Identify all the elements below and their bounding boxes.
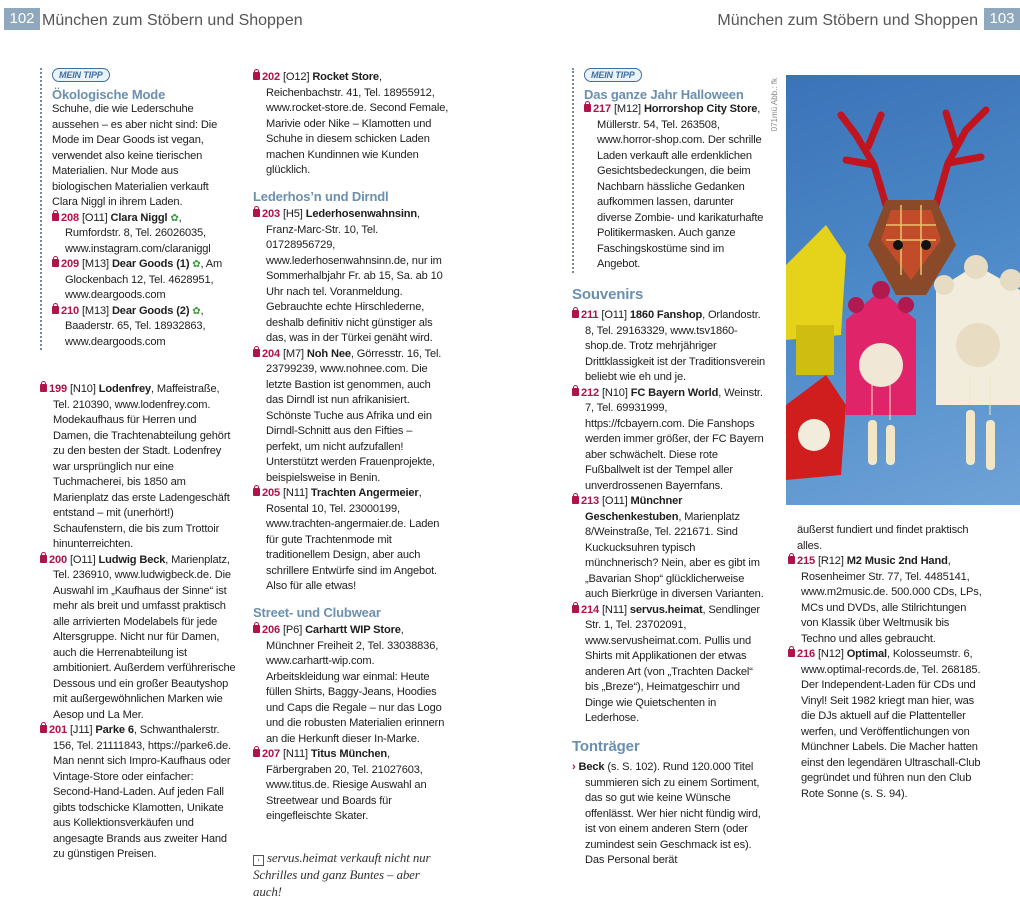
shop-details: , Schwanthalerstr. 156, Tel. 21111843, https://parke6.de. Man nennt sich Impro-Kaufhaus oder Vintage-Store oder einfacher: Second-Hand-Laden. Auf jeden Fall gibts todschicke Klamotten, Unikate aus Kollektionsverkäufen und angesagte Brands aus zweiter Hand zu günstigen Preisen. (53, 724, 231, 860)
shop-name: Trachten Angermeier (310, 487, 419, 499)
page-number: 103 (984, 8, 1020, 30)
shop-name: Titus München (310, 748, 387, 760)
shop-entry-213 (572, 494, 768, 603)
entry-number: 210 (61, 304, 80, 317)
entry-number: 200 (49, 553, 68, 566)
shop-entry-209 (52, 257, 236, 304)
map-ref: [O11] (599, 495, 631, 507)
shop-name: Münchner Geschenkestuben (585, 495, 683, 523)
shop-details: (s. S. 102). Rund 120.000 Titel summieren sich zu einem Sortiment, das so gut wie keine Wünsche offenlässt. Wer hier nicht fündig wird, ist von einem anderen Stern (oder zumindest sein Geschmack ist es). Das Personal berät (585, 761, 761, 866)
shop-details: , Rosental 10, Tel. 23000199, www.trachten-angermaier.de. Laden für gute Trachtenmode mit traditionellem Design, aber auch schrillere Entwürfe sind im Angebot. Also für alle etwas! (266, 487, 440, 592)
shop-entry-214 (572, 603, 768, 727)
shop-name: Optimal (846, 648, 887, 660)
mein-tipp-badge: MEIN TIPP (52, 68, 110, 82)
quote-icon: › (253, 855, 264, 866)
shop-details: , Orlandostr. 8, Tel. 29163329, www.tsv1860-shop.de. Trotz mehrjähriger Drittklassigkeit ist der Traditionsverein beliebt wie eh und je. (585, 309, 766, 383)
shop-details: , Färbergraben 20, Tel. 21027603, www.titus.de. Riesige Auswahl an Streetwear und Boards für eingefleischte Skater. (266, 748, 427, 822)
entry-number: 208 (61, 211, 80, 224)
shop-name: FC Bayern World (630, 386, 719, 399)
shop-entry-217 (584, 102, 768, 273)
shop-entry-203 (253, 207, 449, 347)
right-page-header (510, 0, 1020, 36)
shop-entry-199 (40, 382, 236, 553)
shop-details: , Sendlinger Str. 1, Tel. 23702091, www.servusheimat.com. Pullis und Shirts mit Applikationen der etwas anderen Art (von „Trachten Dackel“ bis „Breze“), Heimatgeschirr und Dinge wie Quietschenten in Lederhose. (585, 603, 760, 724)
shop-details: , Weinstr. 7, Tel. 69931999, https://fcbayern.com. Die Fanshops werden immer größer, der FC Bayern aber schwächelt. Diese rote Fußballwelt ist der Tempel aller unverdrossenen Bayernfans. (585, 386, 764, 492)
map-ref: [O11] (67, 553, 99, 566)
shop-details: , Franz-Marc-Str. 10, Tel. 01728956729, www.lederhosenwahnsinn.de, nur im Sommerhalbjahr Fr. ab 15, Sa. ab 10 Uhr nach tel. Voranmeldung. Gebrauchte echte Hirschlederne, deshalb definitiv nicht günstiger als das, was in der Türkei genäht wird. (266, 208, 443, 344)
entry-number: 206 (262, 624, 281, 636)
shop-name: Beck (578, 761, 605, 773)
shop-entry-202 (253, 70, 449, 179)
shop-details: , Kolosseumstr. 6, www.optimal-records.de, Tel. 268185. Der Independent-Laden für CDs und Vinyl! Seit 1982 kriegt man hier, was die DJs aktuell auf die Plattenteller werfen, und Veröffentlichungen von Münchner Labels. Die Macher hatten einst den legendären Ultraschall-Club gegründet und führen nun den Club Rote Sonne (s. S. 94). (801, 648, 981, 800)
running-title: München zum Stöbern und Shoppen (42, 12, 303, 29)
entry-number: 203 (262, 208, 281, 220)
map-ref: [N10] (599, 386, 631, 399)
shop-entry-210 (52, 304, 236, 351)
shop-name: servus.heimat (629, 603, 703, 616)
shop-name: Dear Goods (1) (111, 258, 190, 270)
column-2 (253, 70, 449, 900)
shop-details: , Rosenheimer Str. 77, Tel. 4485141, www.m2music.de. 500.000 CDs, LPs, MCs und DVDs, alle Stilrichtungen von Klassik über Weltmusik bis Techno und alles gebraucht. (801, 555, 982, 645)
lock-icon (52, 213, 59, 221)
column-1 (40, 68, 236, 863)
section-heading: Souvenirs (572, 285, 644, 303)
shop-name: Parke 6 (95, 724, 134, 736)
map-ref: [M13] (79, 304, 112, 317)
lock-icon (40, 725, 47, 733)
map-ref: [N11] (280, 487, 311, 499)
shop-details: , Münchner Freiheit 2, Tel. 33038836, www.carhartt-wip.com. Arbeitskleidung war einmal: Heute füllen Shirts, Baggy-Jeans, Hoodies und Caps die Regale – nur das Logo und die robusten Materialien erinnern an die Herkunft dieser In-Marke. (266, 624, 445, 745)
entry-number: 205 (262, 487, 281, 499)
shop-details: , Maffeistraße, Tel. 210390, www.lodenfrey.com. Modekaufhaus für Herren und Damen, die Trachtenabteilung gehört zu den besten der Stadt. Lodenfrey war ursprünglich nur eine Tuchmacherei, bis 1850 am Marienplatz das erste Ladengeschäft entstand – mit (unerhört!) Schaufenstern, die bis zum Trottoir hinunterreichten. (53, 383, 231, 550)
photo-cuckoo-clocks (786, 75, 1020, 505)
caption-text: servus.heimat verkauft nicht nur Schrilles und ganz Buntes – aber auch! (253, 849, 431, 899)
entry-number: 209 (61, 258, 80, 270)
running-title: München zum Stöbern und Shoppen (717, 12, 978, 29)
leaf-icon: ✿ (192, 305, 201, 317)
arrow-right-icon: › (572, 761, 576, 773)
shop-details: , Reichenbachstr. 41, Tel. 18955912, www.rocket-store.de. Second Female, Marivie oder Nike – Klamotten und Schuhe in diesem schicken Laden machen Kundinnen wie Kunden glücklich. (266, 71, 449, 176)
shop-name: Noh Nee (306, 347, 351, 360)
lock-icon (584, 104, 591, 112)
lock-icon (253, 209, 260, 217)
map-ref: [N12] (815, 648, 847, 660)
lock-icon (52, 306, 59, 314)
shop-name: Rocket Store (312, 71, 379, 83)
tip-text: Schuhe, die wie Lederschuhe aussehen – es aber nicht sind: Die Mode im Dear Goods ist vegan, verwendet also keine tierischen Materialien. Nur Mode aus biologischen Materialien verkauft Clara Niggl in ihrem Laden. (52, 103, 218, 208)
shop-name: Horrorshop City Store (643, 103, 758, 115)
shop-entry-208 (52, 211, 236, 258)
shop-details: , Baaderstr. 65, Tel. 18932863, www.deargoods.com (65, 304, 206, 348)
leaf-icon: ✿ (192, 259, 201, 270)
map-ref: [J11] (67, 724, 96, 736)
map-ref: [H5] (280, 208, 306, 220)
shop-name: 1860 Fanshop (629, 309, 703, 321)
section-heading: Street- und Clubwear (253, 604, 381, 620)
tip-box-oeko (40, 68, 236, 350)
continuation-text: äußerst fundiert und findet praktisch alles. (797, 524, 969, 552)
entry-number: 216 (797, 648, 816, 660)
lock-icon (40, 384, 47, 392)
page-number: 102 (4, 8, 40, 30)
photo-credit: 071mü Abb.: fk (770, 78, 779, 132)
lock-icon (572, 605, 579, 613)
entry-number: 207 (262, 748, 281, 760)
lock-icon (253, 625, 260, 633)
map-ref: [N11] (280, 748, 311, 760)
map-ref: [M12] (611, 103, 644, 115)
tip-title: Das ganze Jahr Halloween (584, 86, 744, 102)
entry-number: 202 (262, 71, 281, 83)
shop-name: Lederhosenwahnsinn (305, 208, 418, 220)
entry-number: 211 (581, 309, 599, 321)
shop-entry-201 (40, 723, 236, 863)
entry-number: 204 (262, 347, 281, 360)
lock-icon (253, 749, 260, 757)
shop-entry-205 (253, 486, 449, 595)
column-3 (572, 68, 768, 869)
shop-name: Ludwig Beck (98, 553, 166, 566)
shop-details: , Görresstr. 16, Tel. 23799239, www.nohnee.com. Die letzte Bastion ist genommen, auch das Dirndl ist nun afrikanisiert. Schönste Tuche aus Afrika und ein Dirndl-Schnitt aus den Fifties – perfekt, um nicht aufzufallen! Unterstützt werden Frauenprojekte, beispielsweise in Benin. (266, 347, 442, 484)
map-ref: [N10] (67, 383, 99, 395)
shop-details: , Müllerstr. 54, Tel. 263508, www.horror-shop.com. Der schrille Laden verkauft alle erdenklichen Gesichtsbedeckungen, die beim Nachbarn hässliche Gedanken aufkommen lassen, darunter diverse Zombie- und karikaturhafte Politikermasken. Auch ganze Faschingskostüme sind im Angebot. (597, 103, 764, 270)
lock-icon (572, 310, 579, 318)
tip-title: Ökologische Mode (52, 86, 166, 102)
shop-entry-beck (572, 760, 768, 869)
entry-number: 199 (49, 383, 68, 395)
lock-icon (572, 496, 579, 504)
map-ref: [M13] (79, 258, 112, 270)
shop-name: Dear Goods (2) (111, 304, 190, 317)
mein-tipp-badge: MEIN TIPP (584, 68, 642, 82)
shop-entry-204 (253, 347, 449, 487)
photo-caption (253, 849, 449, 900)
left-page-header (0, 0, 510, 36)
shop-details: , Am Glockenbach 12, Tel. 4628951, www.deargoods.com (65, 258, 223, 301)
shop-entry-212 (572, 386, 768, 495)
lock-icon (40, 555, 47, 563)
entry-number: 217 (593, 103, 612, 115)
shop-name: M2 Music 2nd Hand (846, 555, 948, 567)
section-heading: Lederhos’n und Dirndl (253, 188, 389, 204)
map-ref: [M7] (280, 347, 307, 360)
map-ref: [O11] (598, 309, 630, 321)
lock-icon (788, 649, 795, 657)
leaf-icon: ✿ (170, 212, 179, 224)
shop-entry-216 (788, 647, 984, 802)
map-ref: [O11] (79, 211, 111, 224)
map-ref: [N11] (599, 603, 630, 616)
column-4 (788, 523, 984, 802)
entry-number: 214 (581, 603, 600, 616)
section-heading: Tonträger (572, 737, 640, 755)
lock-icon (572, 388, 579, 396)
lock-icon (253, 72, 260, 80)
cuckoo-clocks-illustration (786, 75, 1020, 505)
shop-details: , Marienplatz, Tel. 236910, www.ludwigbeck.de. Die Auswahl im „Kaufhaus der Sinne“ ist mehr als breit und umfasst praktisch alle arrivierten Modelabels für jede Altersgruppe. Nicht nur für Damen, auch die Herrenabteilung ist ambitioniert. Außerdem verführerische Dessous und ein großer Beautyshop mit außergewöhnlichen Marken wie Aesop und La Mer. (53, 553, 236, 721)
shop-entry-200 (40, 553, 236, 724)
shop-details: , Marienplatz 8/Weinstraße, Tel. 221671. Sind Kuckucksuhren typisch münchnerisch? Nein, aber es gibt im „Bavarian Shop“ glücklicherweise auch Bierkrüge in diversen Varianten. (585, 510, 764, 600)
map-ref: [P6] (280, 624, 306, 636)
entry-number: 212 (581, 386, 600, 399)
map-ref: [R12] (815, 555, 847, 567)
lock-icon (253, 488, 260, 496)
shop-name: Carhartt WIP Store (305, 624, 401, 636)
lock-icon (253, 349, 260, 357)
entry-number: 213 (581, 495, 600, 507)
shop-entry-206 (253, 623, 449, 747)
shop-entry-211 (572, 308, 768, 386)
map-ref: [O12] (280, 71, 313, 83)
lock-icon (788, 556, 795, 564)
shop-name: Clara Niggl (110, 211, 168, 224)
entry-number: 215 (797, 555, 816, 567)
shop-details: , Rumfordstr. 8, Tel. 26026035, www.instagram.com/claraniggl (65, 211, 211, 255)
shop-entry-215 (788, 554, 984, 647)
lock-icon (52, 259, 59, 267)
entry-number: 201 (49, 724, 68, 736)
shop-entry-207 (253, 747, 449, 825)
shop-name: Lodenfrey (98, 383, 151, 395)
tip-box-halloween (572, 68, 768, 273)
